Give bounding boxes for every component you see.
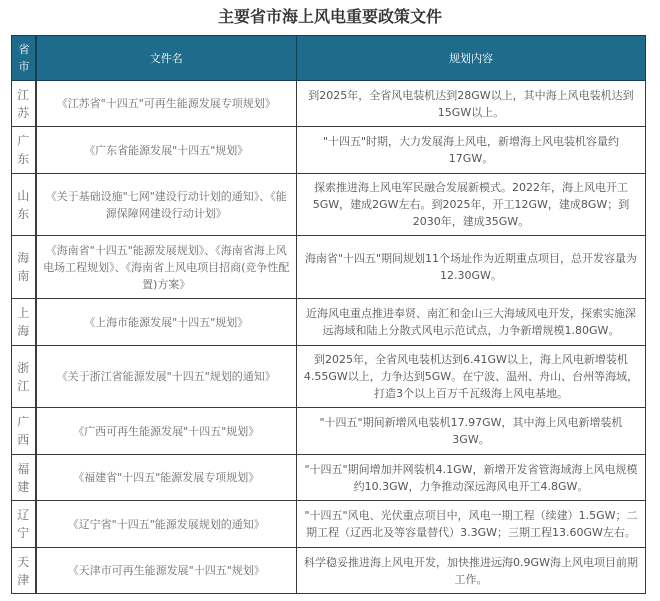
- province-cell: 天津: [12, 548, 36, 594]
- province-cell: 广西: [12, 408, 36, 455]
- table-row: [12, 408, 646, 455]
- table-row: [12, 455, 646, 501]
- document-cell: 《关于浙江省能源发展"十四五"规划的通知》: [36, 346, 297, 408]
- content-cell: 到2025年，全省风电装机达到28GW以上，其中海上风电装机达到15GW以上。: [297, 81, 646, 127]
- document-cell: 《广东省能源发展"十四五"规划》: [36, 127, 297, 174]
- province-cell: 上海: [12, 299, 36, 346]
- content-cell: 探索推进海上风电军民融合发展新模式。2022年，海上风电开工5GW，建成2GW左右。到2025年，开工12GW，建成8GW；到2030年，建成35GW。: [297, 174, 646, 236]
- province-cell: 江苏: [12, 81, 36, 127]
- page-title: 主要省市海上风电重要政策文件: [217, 7, 442, 26]
- province-cell: 辽宁: [12, 501, 36, 548]
- table-row: [12, 501, 646, 548]
- content-cell: 到2025年，全省风电装机达到6.41GW以上，海上风电新增装机4.55GW以上，力争达到5GW。在宁波、温州、舟山、台州等海域，打造3个以上百万千瓦级海上风电基地。: [297, 346, 646, 408]
- document-cell: 《辽宁省"十四五"能源发展规划的通知》: [36, 501, 297, 548]
- content-cell: 科学稳妥推进海上风电开发，加快推进远海0.9GW海上风电项目前期工作。: [297, 548, 646, 594]
- document-cell: 《江苏省"十四五"可再生能源发展专项规划》: [36, 81, 297, 127]
- header-province: 省市: [12, 36, 36, 81]
- province-cell: 海南: [12, 236, 36, 299]
- content-cell: 海南省"十四五"期间规划11个场址作为近期重点项目，总开发容量为12.30GW。: [297, 236, 646, 299]
- content-cell: 近海风电重点推进奉贤、南汇和金山三大海域风电开发，探索实施深远海域和陆上分散式风电示范试点，力争新增规模1.80GW。: [297, 299, 646, 346]
- table-row: [12, 299, 646, 346]
- document-cell: 《天津市可再生能源发展"十四五"规划》: [36, 548, 297, 594]
- content-cell: "十四五"期间新增风电装机17.97GW，其中海上风电新增装机3GW。: [297, 408, 646, 455]
- table-row: [12, 174, 646, 236]
- table-row: [12, 548, 646, 594]
- document-cell: 《广西可再生能源发展"十四五"规划》: [36, 408, 297, 455]
- table-row: [12, 346, 646, 408]
- header-document: 文件名: [36, 36, 297, 81]
- content-cell: "十四五"时期，大力发展海上风电，新增海上风电装机容量约17GW。: [297, 127, 646, 174]
- document-cell: 《关于基础设施"七网"建设行动计划的通知》、《能源保障网建设行动计划》: [36, 174, 297, 236]
- table-row: [12, 236, 646, 299]
- province-cell: 广东: [12, 127, 36, 174]
- province-cell: 福建: [12, 455, 36, 501]
- document-cell: 《上海市能源发展"十四五"规划》: [36, 299, 297, 346]
- province-cell: 山东: [12, 174, 36, 236]
- document-cell: 《海南省"十四五"能源发展规划》、《海南省海上风电场工程规划》、《海南省上风电项目招商(竞争性配置)方案》: [36, 236, 297, 299]
- content-cell: "十四五"风电、光伏重点项目中，风电一期工程（续建）1.5GW；二期工程（辽西北及等容量替代）3.3GW；三期工程13.60GW左右。: [297, 501, 646, 548]
- province-cell: 浙江: [12, 346, 36, 408]
- table-row: [12, 127, 646, 174]
- policy-table: [11, 35, 646, 594]
- content-cell: "十四五"期间增加并网装机4.1GW，新增开发省管海域海上风电规模约10.3GW，力争推动深远海风电开工4.8GW。: [297, 455, 646, 501]
- table-header-row: [12, 36, 646, 81]
- document-cell: 《福建省"十四五"能源发展专项规划》: [36, 455, 297, 501]
- header-content: 规划内容: [297, 36, 646, 81]
- table-row: [12, 81, 646, 127]
